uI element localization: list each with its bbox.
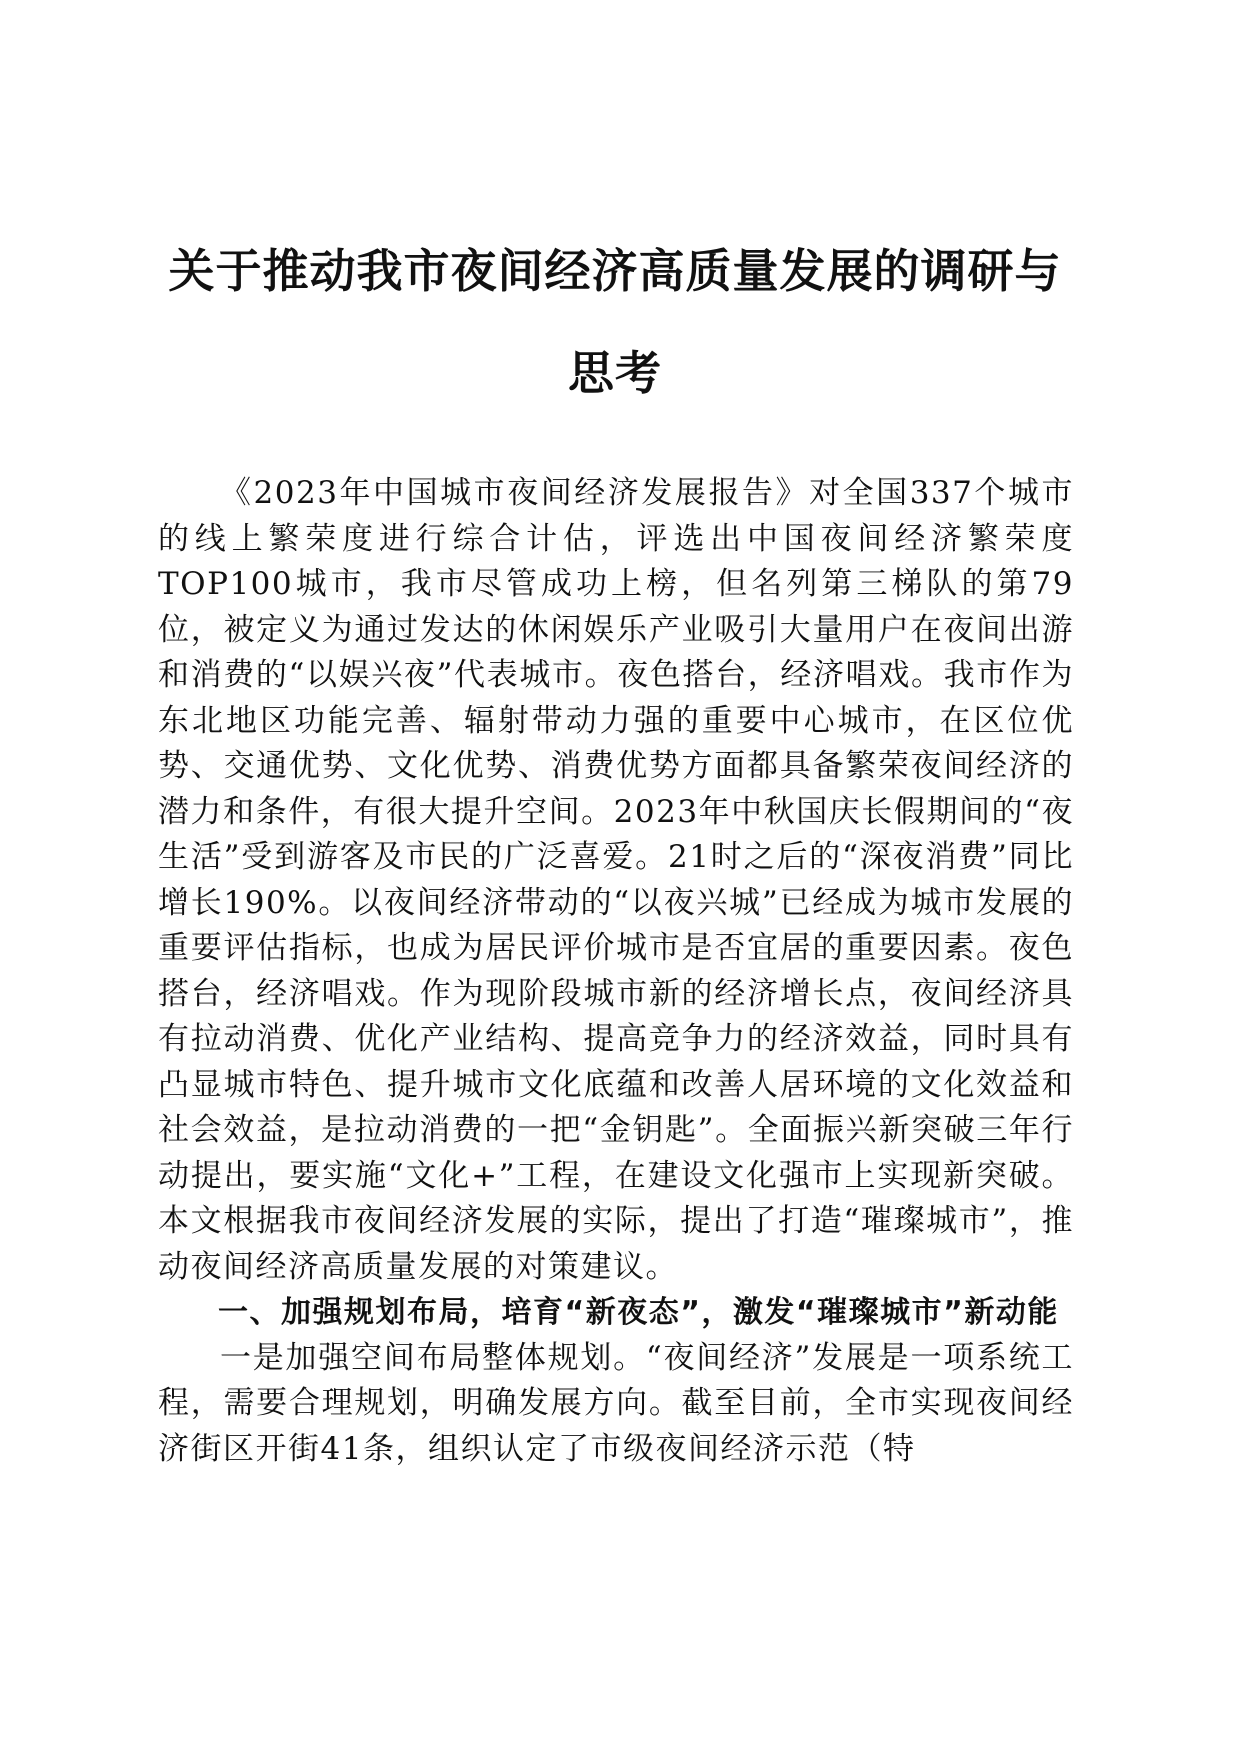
document-body (158, 471, 1074, 1472)
section-heading-1: 一、加强规划布局，培育“新夜态”，激发“璀璨城市”新动能 (218, 1295, 1059, 1330)
document-title: 关于推动我市夜间经济高质量发展的调研与思考 (168, 244, 1062, 400)
intro-paragraph: 《2023年中国城市夜间经济发展报告》对全国337个城市的线上繁荣度进行综合计估，评选出中国夜间经济繁荣度TOP100城市，我市尽管成功上榜，但名列第三梯队的第79位，被定义为通过发达的休闲娱乐产业吸引大量用户在夜间出游和消费的“以娱兴夜”代表城市。夜色搭台，经济唱戏。我市作为东北地区功能完善、辐射带动力强的重要中心城市，在区位优势、交通优势、文化优势、消费优势方面都具备繁荣夜间经济的潜力和条件，有很大提升空间。2023年中秋国庆长假期间的“夜生活”受到游客及市民的广泛喜爱。21时之后的“深夜消费”同比增长190%。以夜间经济带动的“以夜兴城”已经成为城市发展的重要评估指标，也成为居民评价城市是否宜居的重要因素。夜色搭台，经济唱戏。作为现阶段城市新的经济增长点，夜间经济具有拉动消费、优化产业结构、提高竞争力的经济效益，同时具有凸显城市特色、提升城市文化底蕴和改善人居环境的文化效益和社会效益，是拉动消费的一把“金钥匙”。全面振兴新突破三年行动提出，要实施“文化+”工程，在建设文化强市上实现新突破。本文根据我市夜间经济发展的实际，提出了打造“璀璨城市”，推动夜间经济高质量发展的对策建议。 (158, 475, 1074, 1285)
section-1-paragraph-1: 一是加强空间布局整体规划。“夜间经济”发展是一项系统工程，需要合理规划，明确发展方向。截至目前，全市实现夜间经济街区开街41条，组织认定了市级夜间经济示范（特 (158, 1339, 1074, 1467)
